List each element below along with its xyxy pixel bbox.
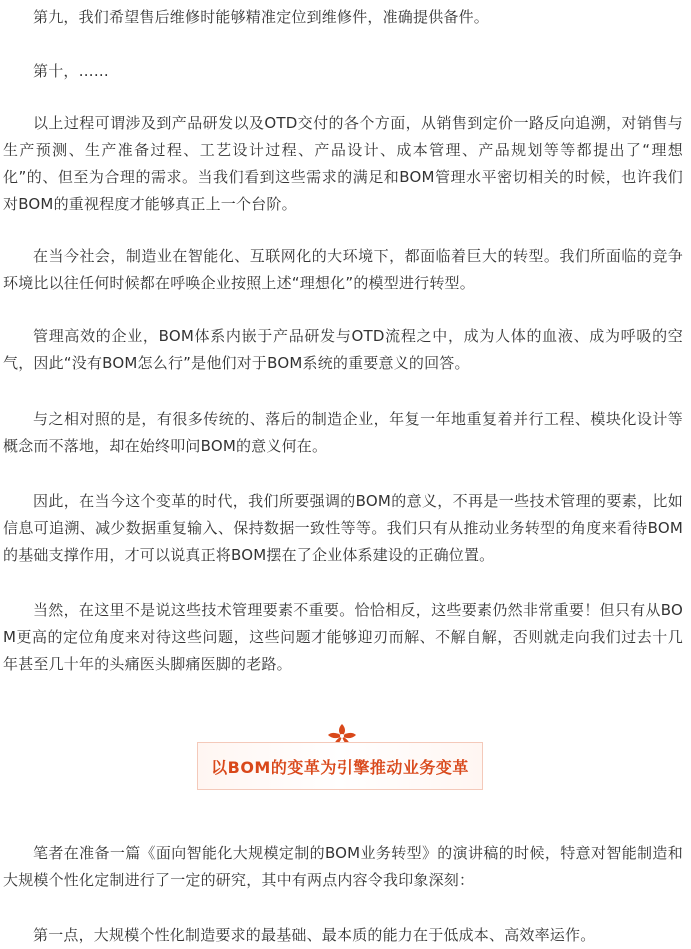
section-heading-text: 以BOM的变革为引擎推动业务变革 — [211, 757, 469, 777]
section-heading — [197, 742, 483, 792]
paragraph-efficient-enterprise: 管理高效的企业，BOM体系内嵌于产品研发与OTD流程之中，成为人体的血液、成为呼吸的空气，因此“没有BOM怎么行”是他们对于BOM系统的重要意义的回答。 — [3, 327, 683, 372]
section-heading-box — [197, 742, 483, 790]
paragraph-transformation: 在当今社会，制造业在智能化、互联网化的大环境下，都面临着巨大的转型。我们所面临的竞争环境比以往任何时候都在呼唤企业按照上述“理想化”的模型进行转型。 — [3, 247, 683, 292]
paragraph-summary: 以上过程可谓涉及到产品研发以及OTD交付的各个方面，从销售到定价一路反向追溯，对销售与生产预测、生产准备过程、工艺设计过程、产品设计、成本管理、产品规划等等都提出了“理想化”的、但至为合理的需求。当我们看到这些需求的满足和BOM管理水平密切相关的时候，也许我们对BOM的重视程度才能够真正上一个台阶。 — [3, 114, 683, 213]
paragraph-9: 第九，我们希望售后维修时能够精准定位到维修件，准确提供备件。 — [33, 8, 490, 26]
paragraph-intro-research: 笔者在准备一篇《面向智能化大规模定制的BOM业务转型》的演讲稿的时候，特意对智能制造和大规模个性化定制进行了一定的研究，其中有两点内容令我印象深刻： — [3, 844, 683, 889]
paragraph-10: 第十，…… — [33, 62, 110, 80]
paragraph-point-one: 第一点，大规模个性化制造要求的最基础、最本质的能力在于低成本、高效率运作。 — [33, 926, 596, 944]
paragraph-technical-elements: 当然，在这里不是说这些技术管理要素不重要。恰恰相反，这些要素仍然非常重要！但只有从BOM更高的定位角度来对待这些问题，这些问题才能够迎刃而解、不解自解，否则就走向我们过去十几年甚至几十年的头痛医头脚痛医脚的老路。 — [3, 601, 683, 673]
paragraph-bom-meaning: 因此，在当今这个变革的时代，我们所要强调的BOM的意义，不再是一些技术管理的要素，比如信息可追溯、减少数据重复输入、保持数据一致性等等。我们只有从推动业务转型的角度来看待BOM的基础支撑作用，才可以说真正将BOM摆在了企业体系建设的正确位置。 — [3, 492, 683, 564]
paragraph-traditional-enterprise: 与之相对照的是，有很多传统的、落后的制造企业，年复一年地重复着并行工程、模块化设计等概念而不落地，却在始终叩问BOM的意义何在。 — [3, 410, 683, 455]
